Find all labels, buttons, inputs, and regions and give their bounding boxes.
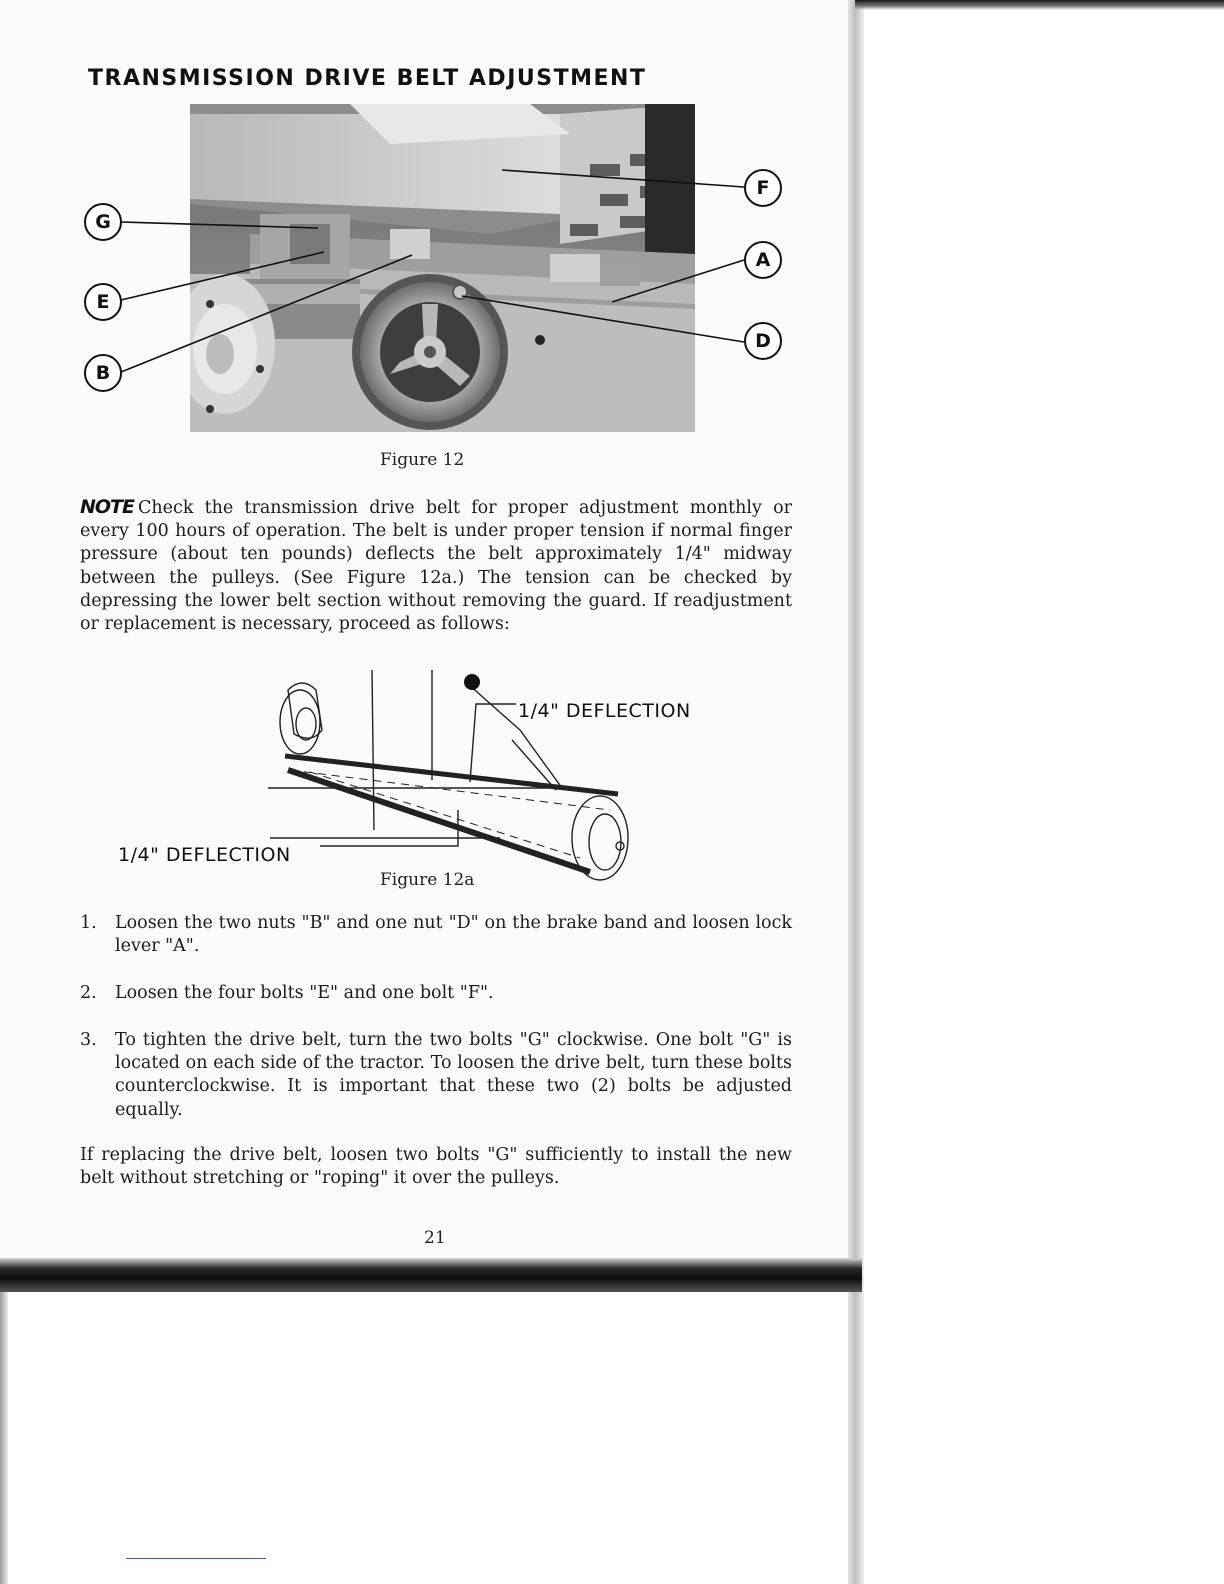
note-text: Check the transmission drive belt for proper adjustment monthly or every 100 hours of operation. The belt is under proper tension if normal finger pressure (about ten pounds) deflects the belt approximately 1/4" midway between the pulleys. (See Figure 12a.) The tension can be checked by depressing the lower belt section without removing the guard. If readjustment or replacement is necessary, proceed as follows:	[80, 498, 792, 635]
page-title: TRANSMISSION DRIVE BELT ADJUSTMENT	[88, 66, 647, 91]
figure-12-photo	[190, 104, 695, 432]
page-number: 21	[424, 1228, 446, 1248]
page-edge-bottom	[0, 1258, 862, 1292]
figure-12-caption: Figure 12	[380, 450, 465, 470]
step-3-number: 3.	[80, 1030, 97, 1050]
step-1-number: 1.	[80, 913, 97, 933]
page-edge-shadow	[848, 0, 864, 1584]
note-label: NOTE	[80, 496, 134, 518]
step-2-number: 2.	[80, 983, 97, 1003]
callout-a: A	[744, 241, 782, 279]
page-edge-top	[855, 0, 1224, 10]
callout-e: E	[84, 283, 122, 321]
step-1	[80, 912, 792, 958]
step-3-text: To tighten the drive belt, turn the two bolts "G" clockwise. One bolt "G" is located on each side of the tractor. To loosen the drive belt, turn these bolts counterclockwise. It is important that these two (2) bolts be adjusted equally.	[115, 1030, 792, 1120]
footer-rule	[126, 1558, 266, 1559]
step-2	[80, 982, 792, 1005]
closing-paragraph: If replacing the drive belt, loosen two bolts "G" sufficiently to install the new belt without stretching or "roping" it over the pulleys.	[80, 1145, 792, 1189]
callout-b: B	[84, 354, 122, 392]
figure-12-illustration	[190, 104, 695, 432]
callout-f: F	[744, 169, 782, 207]
deflection-label-lower: 1/4" DEFLECTION	[118, 844, 291, 866]
step-3	[80, 1029, 792, 1122]
callout-d: D	[744, 322, 782, 360]
step-2-text: Loosen the four bolts "E" and one bolt "F".	[115, 983, 494, 1003]
deflection-label-upper: 1/4" DEFLECTION	[518, 700, 691, 722]
figure-12a-caption: Figure 12a	[380, 870, 475, 890]
callout-g: G	[84, 203, 122, 241]
step-1-text: Loosen the two nuts "B" and one nut "D" on the brake band and loosen lock lever "A".	[115, 913, 792, 957]
note-paragraph	[80, 496, 792, 636]
